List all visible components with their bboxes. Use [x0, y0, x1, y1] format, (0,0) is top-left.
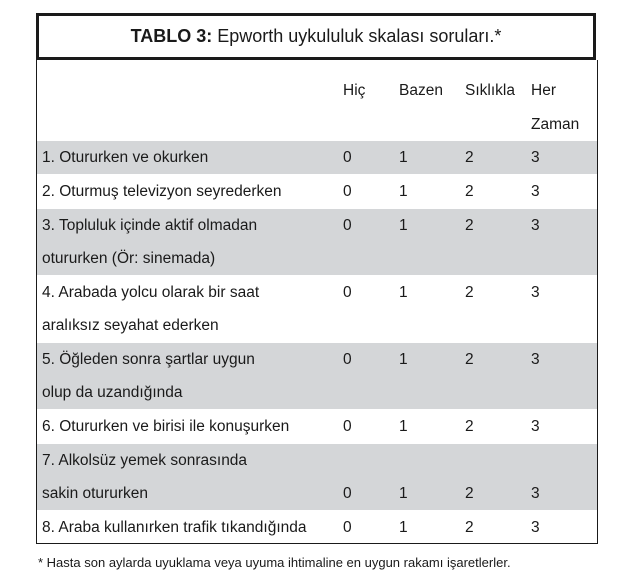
- score-cell: 2: [465, 519, 474, 536]
- score-cell: 3: [531, 519, 540, 536]
- question-label-cont: olup da uzandığında: [42, 384, 183, 401]
- table-row: [37, 511, 597, 544]
- question-label-cont: otururken (Ör: sinemada): [42, 250, 216, 267]
- score-cell: 3: [531, 183, 540, 200]
- question-label: 3. Topluluk içinde aktif olmadan: [42, 217, 258, 234]
- score-cell: 1: [399, 519, 408, 536]
- score-cell: 3: [531, 149, 540, 166]
- score-cell: 0: [343, 519, 352, 536]
- score-cell: 2: [465, 418, 474, 435]
- score-cell: 2: [465, 284, 474, 301]
- score-cell: 0: [343, 418, 352, 435]
- score-cell: 0: [343, 217, 352, 234]
- score-cell: 1: [399, 485, 408, 502]
- score-cell: 2: [465, 351, 474, 368]
- score-cell: 0: [343, 183, 352, 200]
- question-label: 8. Araba kullanırken trafik tıkandığında: [42, 519, 307, 536]
- score-cell: 0: [343, 284, 352, 301]
- score-cell: 1: [399, 149, 408, 166]
- score-cell: 3: [531, 418, 540, 435]
- question-label: 5. Öğleden sonra şartlar uygun: [42, 351, 255, 368]
- epworth-table: [36, 60, 598, 544]
- table-caption: Epworth uykululuk skalası soruları.*: [217, 26, 502, 46]
- score-cell: 0: [343, 149, 352, 166]
- header-siklikla: Sıklıkla: [465, 82, 515, 99]
- score-cell: 1: [399, 217, 408, 234]
- score-cell: 3: [531, 485, 540, 502]
- question-label-cont: sakin otururken: [42, 485, 148, 502]
- header-hic: Hiç: [343, 82, 366, 99]
- table-row: [37, 343, 597, 409]
- table-row: [37, 444, 597, 510]
- question-label-cont: aralıksız seyahat ederken: [42, 317, 219, 334]
- score-cell: 3: [531, 351, 540, 368]
- table-row: [37, 209, 597, 275]
- table-footnote: * Hasta son aylarda uyuklama veya uyuma ihtimaline en uygun rakamı işaretlerler.: [38, 555, 511, 570]
- score-cell: 1: [399, 418, 408, 435]
- header-her: Her: [531, 82, 556, 99]
- table-title: [36, 13, 596, 60]
- score-cell: 2: [465, 217, 474, 234]
- score-cell: 3: [531, 284, 540, 301]
- table-row: [37, 141, 597, 174]
- score-cell: 1: [399, 183, 408, 200]
- score-cell: 2: [465, 183, 474, 200]
- question-label: 6. Otururken ve birisi ile konuşurken: [42, 418, 290, 435]
- question-label: 4. Arabada yolcu olarak bir saat: [42, 284, 260, 301]
- score-cell: 2: [465, 149, 474, 166]
- score-cell: 1: [399, 284, 408, 301]
- question-label: 7. Alkolsüz yemek sonrasında: [42, 452, 248, 469]
- score-cell: 2: [465, 485, 474, 502]
- header-bazen: Bazen: [399, 82, 443, 99]
- score-cell: 0: [343, 485, 352, 502]
- table-row: [37, 276, 597, 342]
- table-row: [37, 175, 597, 208]
- table-number: TABLO 3:: [130, 26, 213, 46]
- score-cell: 3: [531, 217, 540, 234]
- question-label: 2. Oturmuş televizyon seyrederken: [42, 183, 282, 200]
- table-row: [37, 410, 597, 443]
- score-cell: 1: [399, 351, 408, 368]
- header-zaman: Zaman: [531, 116, 580, 133]
- question-label: 1. Otururken ve okurken: [42, 149, 209, 166]
- score-cell: 0: [343, 351, 352, 368]
